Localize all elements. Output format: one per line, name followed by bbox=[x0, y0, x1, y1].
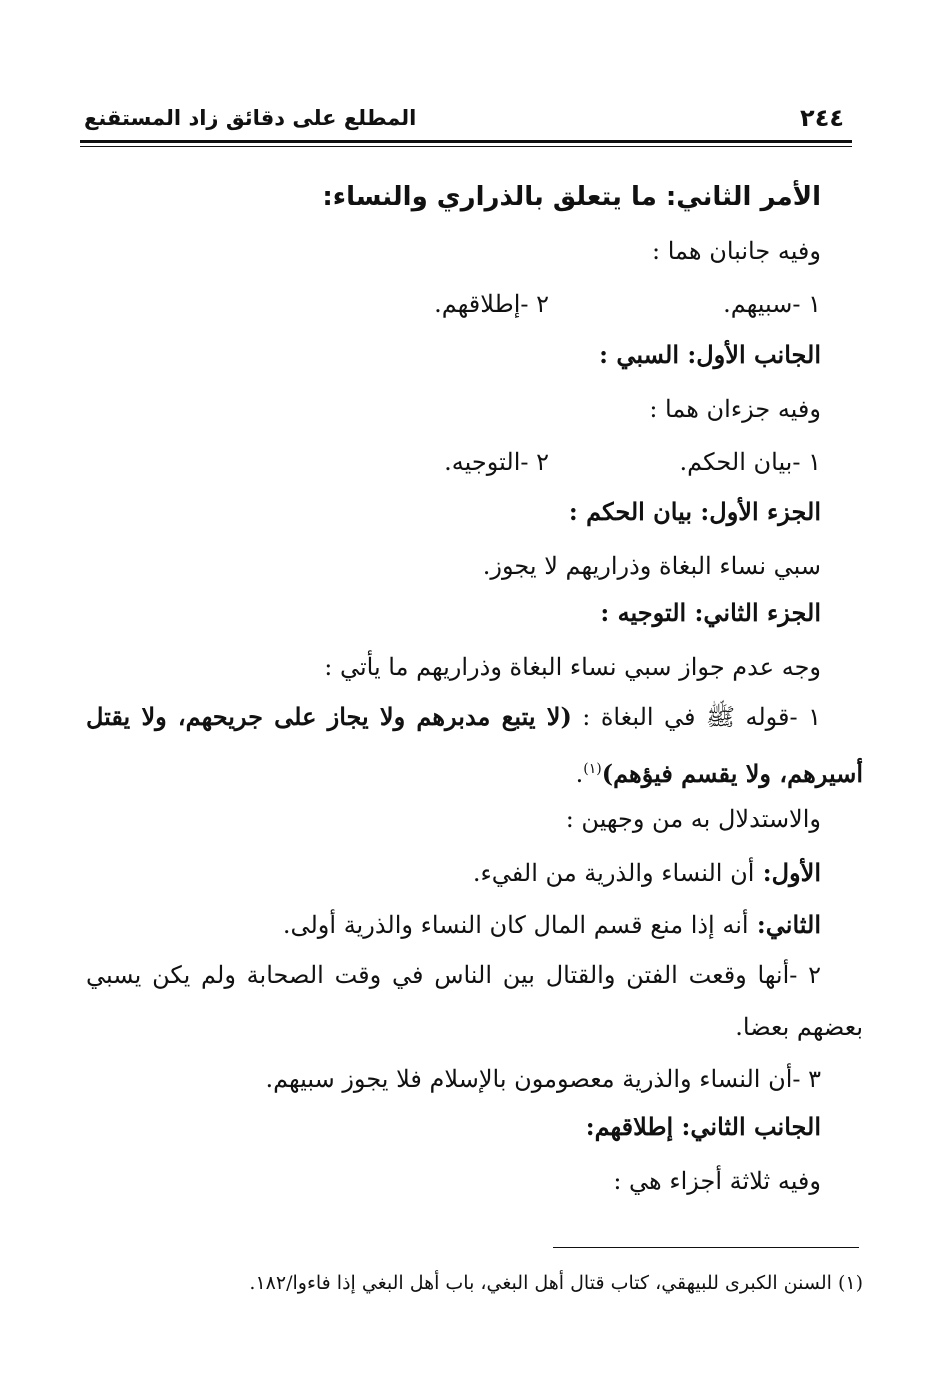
point-second bbox=[283, 908, 821, 942]
text-ruling: سبي نساء البغاة وذراريهم لا يجوز. bbox=[482, 552, 821, 580]
footnote-text: (١) السنن الكبرى للبيهقي، كتاب قتال أهل البغي، باب أهل البغي إذا فاءوا/١٨٢. bbox=[249, 1272, 863, 1294]
point-first-text: أن النساء والذرية من الفيء. bbox=[472, 859, 755, 887]
point-second-label: الثاني: bbox=[748, 910, 821, 939]
section-heading-women-children: الأمر الثاني: ما يتعلق بالذراري والنساء: bbox=[322, 182, 821, 212]
evidence-two-line-1: ٢ -أنها وقعت الفتن والقتال بين الناس في وقت الصحابة ولم يكن يسبي bbox=[86, 961, 821, 989]
hadith-intro: ١ -قوله ﷺ في البغاة : bbox=[571, 703, 821, 731]
list-item-captivity: ١ -سبيهم. bbox=[723, 290, 821, 318]
subheading-part-two: الجزء الثاني: التوجيه : bbox=[600, 598, 821, 627]
footnote-separator bbox=[553, 1247, 859, 1248]
list-item-ruling: ١ -بيان الحكم. bbox=[679, 448, 821, 476]
subheading-second-aspect: الجانب الثاني: إطلاقهم: bbox=[585, 1112, 821, 1141]
text-two-parts: وفيه جزءان هما : bbox=[649, 395, 821, 423]
running-title: المطلع على دقائق زاد المستقنع bbox=[84, 106, 417, 130]
point-first-label: الأول: bbox=[754, 858, 821, 887]
header-rule-thick bbox=[80, 140, 852, 143]
text-two-aspects: وفيه جانبان هما : bbox=[652, 237, 821, 265]
subheading-first-aspect: الجانب الأول: السبي : bbox=[599, 340, 821, 369]
subheading-part-one: الجزء الأول: بيان الحكم : bbox=[568, 497, 821, 526]
list-item-reasoning: ٢ -التوجيه. bbox=[444, 448, 549, 476]
evidence-two-line-2: بعضهم بعضا. bbox=[735, 1013, 863, 1041]
hadith-line-1 bbox=[86, 700, 821, 734]
hadith-quote-part-2: أسيرهم، ولا يقسم فيؤهم) bbox=[601, 759, 863, 788]
page-header bbox=[80, 104, 852, 138]
header-rule-thin bbox=[80, 146, 852, 147]
hadith-quote-part-1: (لا يتبع مدبرهم ولا يجاز على جريحهم، ولا يقتل bbox=[86, 702, 572, 731]
hadith-end-period: . bbox=[575, 760, 584, 788]
footnote-marker: (١) bbox=[583, 761, 602, 777]
point-first bbox=[473, 856, 821, 890]
evidence-three: ٣ -أن النساء والذرية معصومون بالإسلام فلا يجوز سبيهم. bbox=[265, 1065, 821, 1093]
text-reasoning-intro: وجه عدم جواز سبي نساء البغاة وذراريهم ما يأتي : bbox=[324, 653, 821, 681]
point-second-text: أنه إذا منع قسم المال كان النساء والذرية أولى. bbox=[282, 911, 749, 939]
text-three-parts: وفيه ثلاثة أجزاء هي : bbox=[613, 1167, 821, 1195]
text-two-angles: والاستدلال به من وجهين : bbox=[565, 805, 821, 833]
hadith-line-2 bbox=[576, 752, 863, 791]
page-number: ٢٤٤ bbox=[800, 104, 844, 132]
list-item-release: ٢ -إطلاقهم. bbox=[434, 290, 549, 318]
